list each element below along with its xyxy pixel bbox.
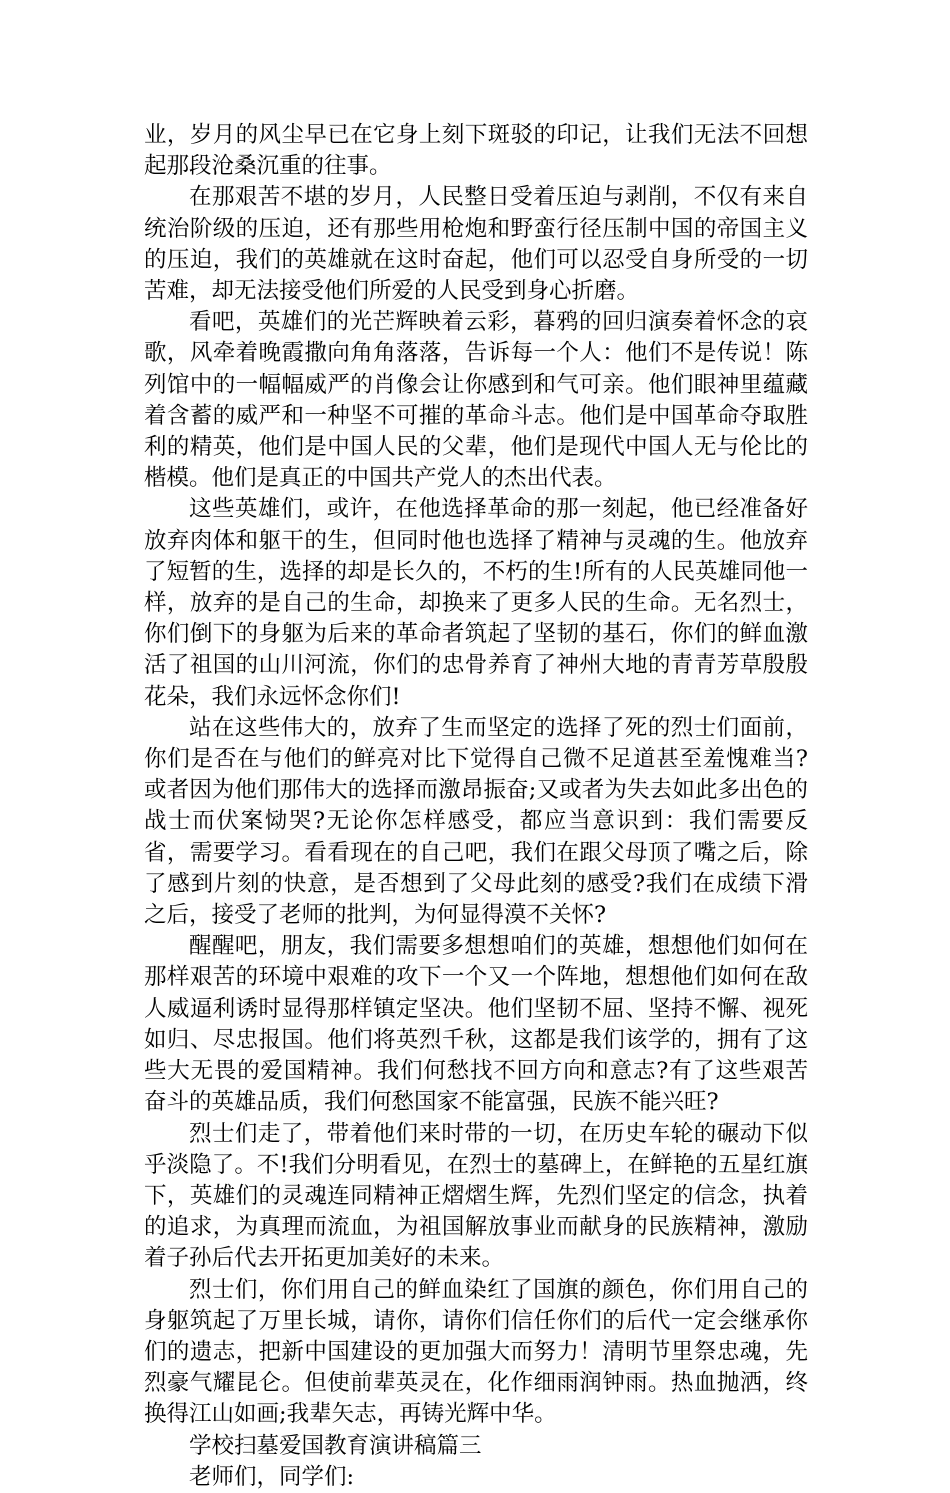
document-body	[144, 120, 808, 1493]
paragraph: 这些英雄们，或许，在他选择革命的那一刻起，他已经准备好放弃肉体和躯干的生，但同时他也选择了精神与灵魂的生。他放弃了短暂的生，选择的却是长久的，不朽的生!所有的人民英雄同他一样，放弃的是自己的生命，却换来了更多人民的生命。无名烈士，你们倒下的身躯为后来的革命者筑起了坚韧的基石，你们的鲜血激活了祖国的山川河流，你们的忠骨养育了神州大地的青青芳草殷殷花朵，我们永远怀念你们!	[144, 496, 808, 710]
paragraph: 看吧，英雄们的光芒辉映着云彩，暮鸦的回归演奏着怀念的哀歌，风牵着晚霞撒向角角落落，告诉每一个人：他们不是传说！陈列馆中的一幅幅威严的肖像会让你感到和气可亲。他们眼神里蕴藏着含蓄的威严和一种坚不可摧的革命斗志。他们是中国革命夺取胜利的精英，他们是中国人民的父辈，他们是现代中国人无与伦比的楷模。他们是真正的中国共产党人的杰出代表。	[144, 309, 808, 492]
paragraph-continuation: 业，岁月的风尘早已在它身上刻下斑驳的印记，让我们无法不回想起那段沧桑沉重的往事。	[144, 122, 808, 180]
paragraph: 在那艰苦不堪的岁月，人民整日受着压迫与剥削，不仅有来自统治阶级的压迫，还有那些用枪炮和野蛮行径压制中国的帝国主义的压迫，我们的英雄就在这时奋起，他们可以忍受自身所受的一切苦难，却无法接受他们所爱的人民受到身心折磨。	[144, 184, 808, 305]
paragraph: 醒醒吧，朋友，我们需要多想想咱们的英雄，想想他们如何在那样艰苦的环境中艰难的攻下一个又一个阵地，想想他们如何在敌人威逼利诱时显得那样镇定坚决。他们坚韧不屈、坚持不懈、视死如归、尽忠报国。他们将英烈千秋，这都是我们该学的，拥有了这些大无畏的爱国精神。我们何愁找不回方向和意志?有了这些艰苦奋斗的英雄品质，我们何愁国家不能富强，民族不能兴旺?	[144, 933, 808, 1116]
salutation: 老师们，同学们:	[189, 1463, 355, 1490]
paragraph: 烈士们走了，带着他们来时带的一切，在历史车轮的碾动下似乎淡隐了。不!我们分明看见，在烈士的墓碑上，在鲜艳的五星红旗下，英雄们的灵魂连同精神正熠熠生辉，先烈们坚定的信念，执着的追求，为真理而流血，为祖国解放事业而献身的民族精神，激励着子孙后代去开拓更加美好的未来。	[144, 1120, 808, 1272]
paragraph: 站在这些伟大的，放弃了生而坚定的选择了死的烈士们面前，你们是否在与他们的鲜亮对比下觉得自己微不足道甚至羞愧难当?或者因为他们那伟大的选择而激昂振奋;又或者为失去如此多出色的战士而伏案恸哭?无论你怎样感受，都应当意识到：我们需要反省，需要学习。看看现在的自己吧，我们在跟父母顶了嘴之后，除了感到片刻的快意，是否想到了父母此刻的感受?我们在成绩下滑之后，接受了老师的批判，为何显得漠不关怀?	[144, 714, 808, 929]
section-heading: 学校扫墓爱国教育演讲稿篇三	[189, 1432, 482, 1459]
paragraph: 烈士们，你们用自己的鲜血染红了国旗的颜色，你们用自己的身躯筑起了万里长城，请你，请你们信任你们的后代一定会继承你们的遗志，把新中国建设的更加强大而努力！清明节里祭忠魂，先烈豪气耀昆仑。但使前辈英灵在，化作细雨润钟雨。热血抛洒，终换得江山如画;我辈矢志，再铸光辉中华。	[144, 1276, 808, 1428]
